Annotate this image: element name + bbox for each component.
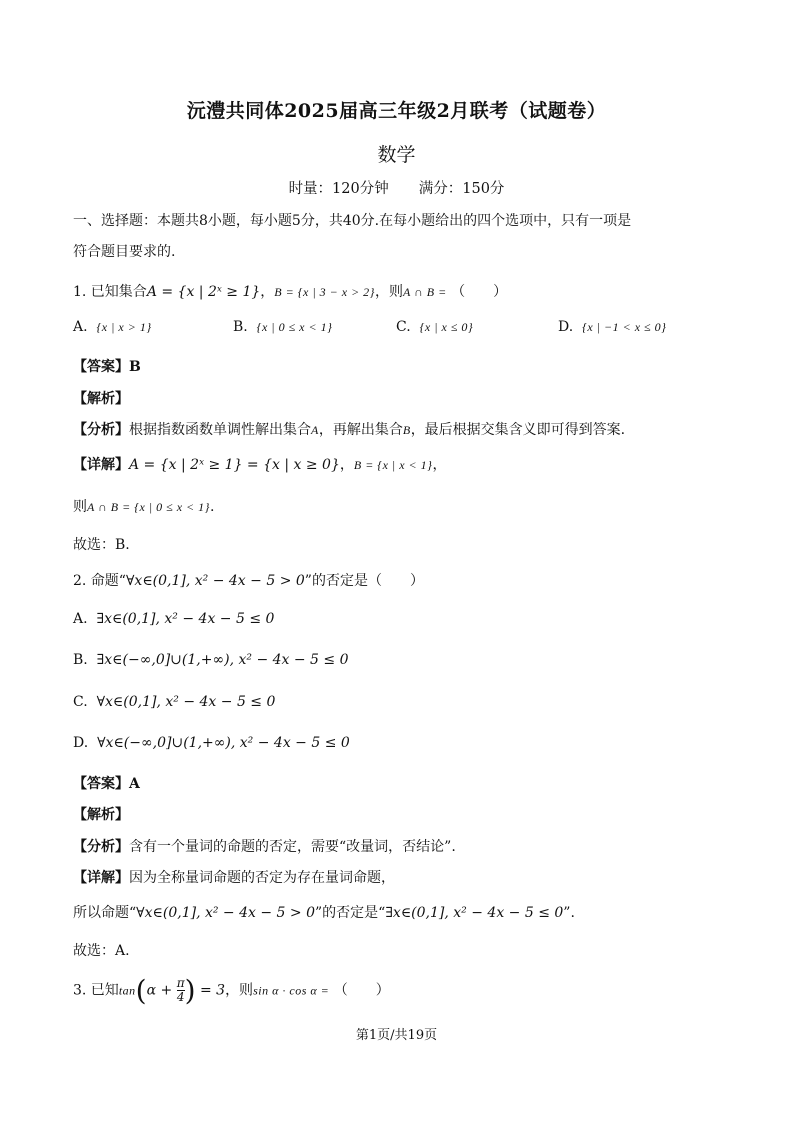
q3-eq: = 3 — [199, 982, 226, 999]
q2-option-b-letter: B. — [73, 652, 88, 668]
q3-expr: sin α · cos α = — [253, 983, 330, 998]
q3-prefix: 3. 已知 — [73, 982, 119, 999]
q3-fraction — [177, 977, 185, 1004]
q2-conclusion — [73, 902, 575, 922]
q1-fenxi-text2: ，再解出集合 — [318, 422, 403, 438]
q1-answer: 【答案】B — [73, 359, 141, 375]
time-limit: 时量：120分钟 — [288, 181, 389, 197]
q1-choose: 故选：B. — [73, 537, 130, 553]
q1-option-b-letter: B. — [233, 319, 248, 335]
page-footer: 第1页/共19页 — [355, 1028, 438, 1043]
exam-info — [0, 177, 793, 198]
q1-result — [73, 496, 214, 516]
q3-paren: （ ） — [333, 982, 390, 999]
q1-prefix: 1. 已知集合 — [73, 284, 147, 300]
q1-option-b-text: {x | 0 ≤ x < 1} — [256, 320, 333, 334]
q2-detail-text: 因为全称量词命题的否定为存在量词命题， — [129, 870, 395, 886]
q1-paren: （ ） — [451, 284, 508, 300]
q1-option-d — [558, 319, 666, 335]
q1-result-end: . — [209, 499, 215, 515]
q1-option-a — [73, 319, 152, 335]
q1-option-d-letter: D. — [558, 319, 574, 335]
q2-so-expr2: ∃x∈(0,1], x² − 4x − 5 ≤ 0 — [385, 905, 564, 921]
q2-option-a-text: ∃x∈(0,1], x² − 4x − 5 ≤ 0 — [96, 611, 275, 627]
exam-title: 沅澧共同体2025届高三年级2月联考（试题卷） — [186, 100, 607, 122]
q1-set-b: B = {x | 3 − x > 2} — [274, 285, 375, 299]
q2-so-expr1: ∀x∈(0,1], x² − 4x − 5 > 0 — [136, 905, 315, 921]
q1-expr: A ∩ B = — [402, 285, 447, 299]
q2-option-a-letter: A. — [73, 611, 88, 627]
q2-so-prefix: 所以命题“ — [73, 905, 137, 921]
q2-fenxi-tag: 【分析】 — [73, 839, 129, 855]
q3-fraction-num: π — [176, 976, 185, 990]
q2-stem-suffix: ”的否定是（ ） — [304, 573, 424, 589]
q2-option-a — [73, 611, 274, 627]
q2-answer: 【答案】A — [73, 776, 140, 792]
q1-fenxi-a: A — [311, 423, 319, 437]
q1-fenxi — [73, 419, 625, 439]
q1-detail-a: A = {x | 2ˣ ≥ 1} = {x | x ≥ 0} — [129, 457, 340, 473]
q3-tan: tan — [118, 983, 136, 998]
q3-fraction-den: 4 — [176, 990, 185, 1004]
q1-stem — [73, 281, 507, 301]
q2-option-b-text: ∃x∈(−∞,0]∪(1,+∞), x² − 4x − 5 ≤ 0 — [96, 652, 349, 668]
section-intro-line2: 符合题目要求的. — [73, 244, 176, 260]
q1-option-a-letter: A. — [73, 319, 88, 335]
subject-heading: 数学 — [377, 144, 416, 166]
q1-set-a: A = {x | 2ˣ ≥ 1} — [146, 284, 261, 300]
q2-option-c — [73, 694, 275, 710]
q1-detail-b: B = {x | x < 1} — [353, 458, 433, 472]
q2-detail-tag: 【详解】 — [73, 870, 129, 886]
q1-comma: ， — [260, 284, 275, 300]
q2-stem — [73, 570, 424, 590]
q2-detail — [73, 867, 395, 887]
q1-option-a-text: {x | x > 1} — [96, 320, 152, 334]
section-intro-line1: 一、选择题：本题共8小题，每小题5分，共40分.在每小题给出的四个选项中，只有一项是 — [73, 213, 632, 229]
q2-choose: 故选：A. — [73, 943, 130, 959]
q2-so-end: ”. — [563, 905, 575, 921]
q2-stem-prefix: 2. 命题“ — [73, 573, 126, 589]
q2-option-d — [73, 735, 350, 751]
q2-so-mid: ”的否定是“ — [315, 905, 386, 921]
full-score: 满分：150分 — [418, 181, 505, 197]
q2-option-b — [73, 652, 349, 668]
q3-left-paren: ( — [135, 974, 147, 1007]
q1-option-b — [233, 319, 332, 335]
q1-detail-end: ， — [432, 457, 447, 473]
q2-option-d-letter: D. — [73, 735, 89, 751]
q2-option-c-text: ∀x∈(0,1], x² − 4x − 5 ≤ 0 — [96, 694, 276, 710]
q1-option-d-text: {x | −1 < x ≤ 0} — [582, 320, 667, 334]
q2-analysis-tag: 【解析】 — [73, 807, 129, 823]
q1-result-then: 则 — [73, 499, 87, 515]
q3-right-paren: ) — [184, 974, 196, 1007]
q1-detail-tag: 【详解】 — [73, 457, 129, 473]
q1-fenxi-tag: 【分析】 — [73, 422, 129, 438]
q1-analysis-tag: 【解析】 — [73, 391, 129, 407]
q1-option-c — [396, 319, 473, 335]
q1-result-expr: A ∩ B = {x | 0 ≤ x < 1} — [87, 500, 210, 514]
q1-option-c-text: {x | x ≤ 0} — [419, 320, 474, 334]
q2-stem-expr: ∀x∈(0,1], x² − 4x − 5 > 0 — [125, 573, 305, 589]
q2-option-d-text: ∀x∈(−∞,0]∪(1,+∞), x² − 4x − 5 ≤ 0 — [97, 735, 350, 751]
q3-stem — [73, 974, 390, 1007]
q2-option-c-letter: C. — [73, 694, 88, 710]
q1-fenxi-text1: 根据指数函数单调性解出集合 — [129, 422, 311, 438]
q1-detail — [73, 454, 446, 474]
q3-then: ，则 — [225, 982, 254, 999]
q1-detail-comma: ， — [339, 457, 354, 473]
q2-fenxi — [73, 836, 456, 856]
q1-fenxi-b: B — [402, 423, 411, 437]
q1-then: ，则 — [374, 284, 403, 300]
q2-fenxi-text: 含有一个量词的命题的否定，需要“改量词，否结论”. — [129, 839, 456, 855]
q3-alpha: α + — [146, 982, 173, 999]
q1-fenxi-text3: ，最后根据交集含义即可得到答案. — [410, 422, 626, 438]
q1-option-c-letter: C. — [396, 319, 411, 335]
